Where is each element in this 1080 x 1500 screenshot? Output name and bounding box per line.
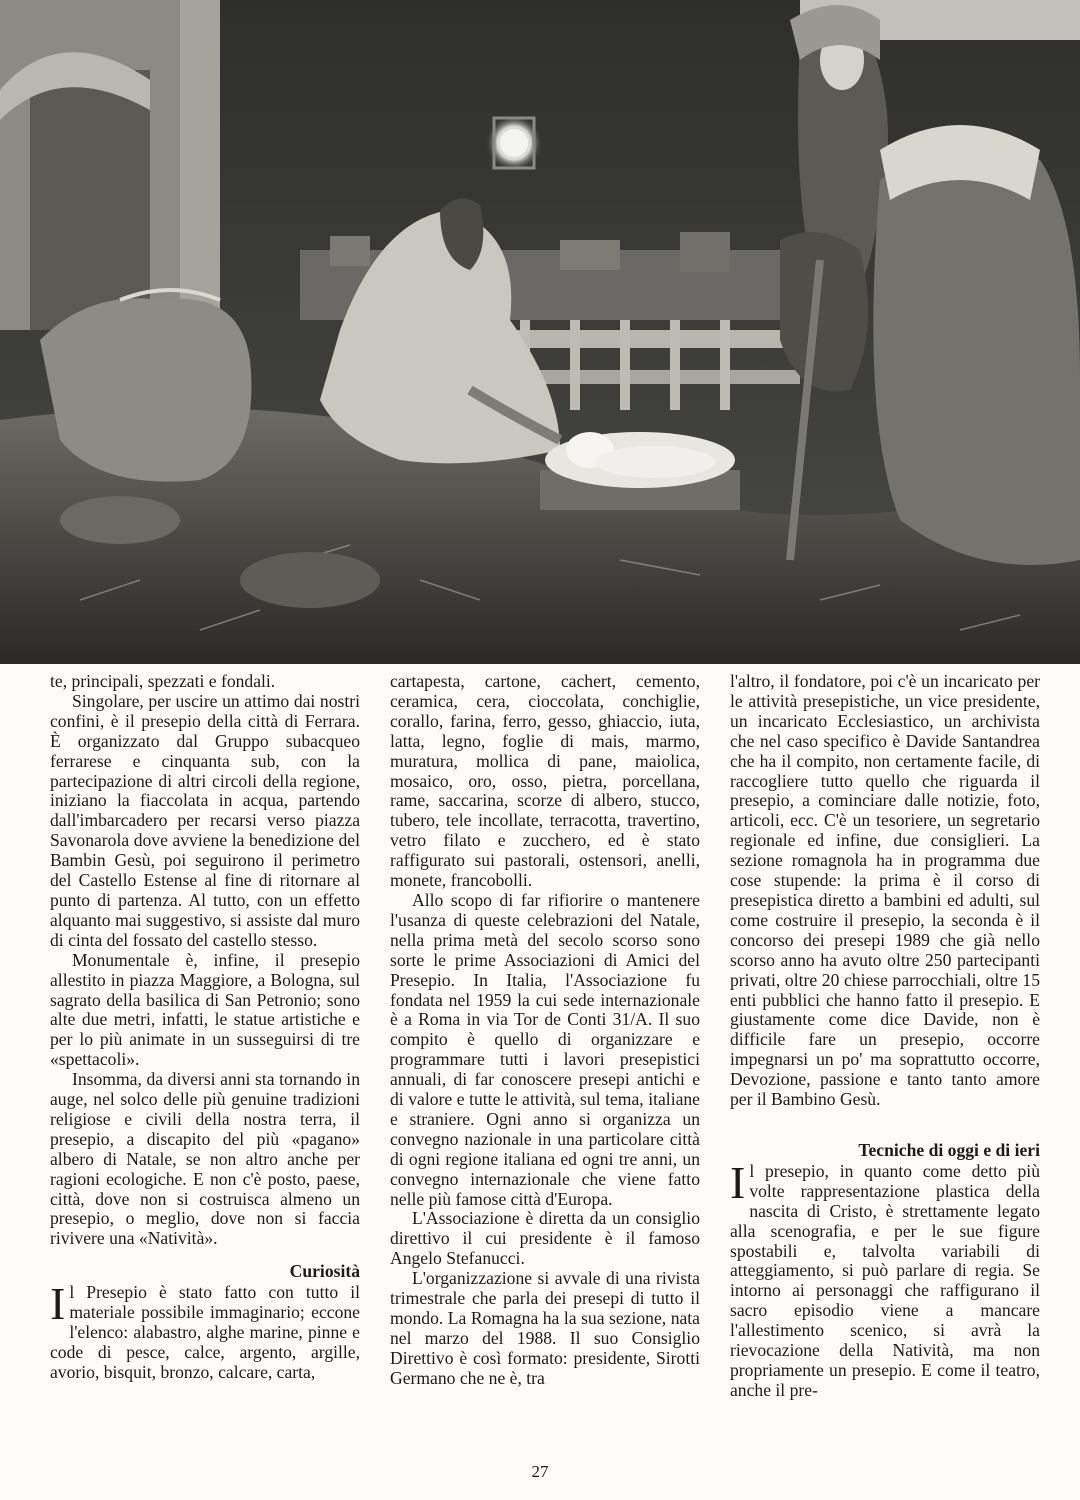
nativity-photo-drawing — [0, 0, 1080, 664]
paragraph — [730, 1156, 1040, 1401]
paragraph: L'organizzazione si avvale di una rivista trimestrale che parla dei presepi di tutto il mondo. La Romagna ha la sua sezione, nata nel marzo del 1988. Il suo Consiglio Direttivo è così formato: presidente, Sirotti Germano che ne è, tra — [390, 1268, 700, 1388]
column-2 — [390, 672, 700, 1452]
paragraph: te, principali, spezzati e fondali. — [50, 671, 276, 691]
section-heading-tecniche: Tecniche di oggi e di ieri — [858, 1139, 1040, 1160]
article-columns — [50, 672, 1040, 1452]
column-1 — [50, 672, 360, 1452]
paragraph: Allo scopo di far rifiorire o mantenere l'usanza di queste celebrazioni del Natale, nella prima metà del secolo scorso sono sorte le prime Associazioni di Amici del Presepio. In Italia, l'Associazione fu fondata nel 1959 la cui sede internazionale è a Roma in via Tor de Conti 31/A. Il suo compito è quello di organizzare e programmare tutti i lavori presepistici annuali, di far conoscere presepi antichi e di valore e tutte le attività, sul tema, italiane e straniere. Ogni anno si organizza un convegno nazionale in una particolare città di ogni regione italiana ed ogni tre anni, un convegno internazionale che viene fatto nelle più famose città d'Europa. — [390, 889, 700, 1209]
nativity-scene-photo — [0, 0, 1080, 664]
paragraph: Monumentale è, infine, il presepio allestito in piazza Maggiore, a Bologna, sul sagrato della basilica di San Petronio; sono alte due metri, infatti, le statue artistiche e per lo più animate in un susseguirsi di tre «spettacoli». — [50, 949, 360, 1070]
column-3 — [730, 672, 1040, 1452]
paragraph-text: l presepio, in quanto come detto più volte rappresentazione plastica della nascita di Cristo, è strettamente legato alla scenografia, e per le sue figure spostabili e, talvolta variabili di atteggiamento, si può parlare di regia. Se intorno ai personaggi che raffigurano il sacro episodio viene a mancare l'allestimento scenico, si avrà la rievocazione della Natività, ma non propriamente un presepio. E come il teatro, anche il pre- — [730, 1160, 1040, 1400]
paragraph: Singolare, per uscire un attimo dai nostri confini, è il presepio della città di Ferrara. È organizzato dal Gruppo subacqueo ferrarese e cinquanta sub, con la partecipazione di altri circoli della regione, iniziano la fiaccolata in acqua, partendo dall'imbarcadero per recarsi verso piazza Savonarola dove avviene la benedizione del Bambin Gesù, poi seguirono il perimetro del Castello Estense al fine di ritornare al punto di partenza. Al tutto, con un effetto alquanto mai suggestivo, si assiste dal muro di cinta del fossato del castello stesso. — [50, 690, 360, 950]
drop-cap: I — [730, 1156, 746, 1208]
paragraph: L'Associazione è diretta da un consiglio direttivo il cui presidente è il famoso Angelo Stefanucci. — [390, 1208, 700, 1269]
paragraph — [50, 1278, 360, 1383]
paragraph-text: l Presepio è stato fatto con tutto il materiale possibile immaginario; eccone l'elenco: alabastro, alghe marine, pinne e code di pesce, calce, argento, argille, avorio, bisquit, bronzo, calcare, carta, — [50, 1282, 360, 1382]
page-number: 27 — [531, 1462, 549, 1481]
paragraph: cartapesta, cartone, cachert, cemento, ceramica, cera, cioccolata, conchiglie, corallo, farina, ferro, gesso, ghiaccio, iuta, latta, legno, foglie di mais, marmo, muratura, mollica di pane, maiolica, mosaico, oro, osso, pietra, porcellana, rame, saccarina, scorze di albero, stucco, tubero, tele incollate, terracotta, travertino, vetro filato e zucchero, ed è stato raffigurato sui pastorali, ostensori, anelli, monete, francobolli. — [390, 671, 700, 891]
drop-cap: I — [50, 1278, 66, 1330]
paragraph: Insomma, da diversi anni sta tornando in auge, nel solco delle più genuine tradizioni religiose e civili della nostra terra, il presepio, a discapito del più «pagano» albero di Natale, se non altro anche per ragioni ecologiche. E non c'è posto, paese, città, dove non si costruisca almeno un presepio, o meglio, dove non si faccia rivivere una «Natività». — [50, 1069, 360, 1249]
paragraph: l'altro, il fondatore, poi c'è un incaricato per le attività presepistiche, un vice presidente, un incaricato Ecclesiastico, un archivista che nel caso specifico è Davide Santandrea che ha il compito, non certamente facile, di raccogliere tutto quello che riguarda il presepio, a cominciare dalle notizie, foto, articoli, ecc. C'è un tesoriere, un segretario regionale ed infine, due consiglieri. La sezione romagnola ha in programma due cose stupende: la prima è il corso di presepistica diretto a bambini ed adulti, sul come costruire il presepio, la seconda è il concorso dei presepi 1989 che già nello scorso anno ha avuto oltre 250 partecipanti privati, oltre 20 chiese parrocchiali, oltre 15 enti pubblici che hanno fatto il presepio. E giustamente come dice Davide, non è difficile fare un presepio, occorre impegnarsi un po' ma soprattutto occorre, Devozione, passione e tanto tanto amore per il Bambino Gesù. — [730, 671, 1040, 1110]
section-heading-curiosita: Curiosità — [289, 1261, 360, 1282]
